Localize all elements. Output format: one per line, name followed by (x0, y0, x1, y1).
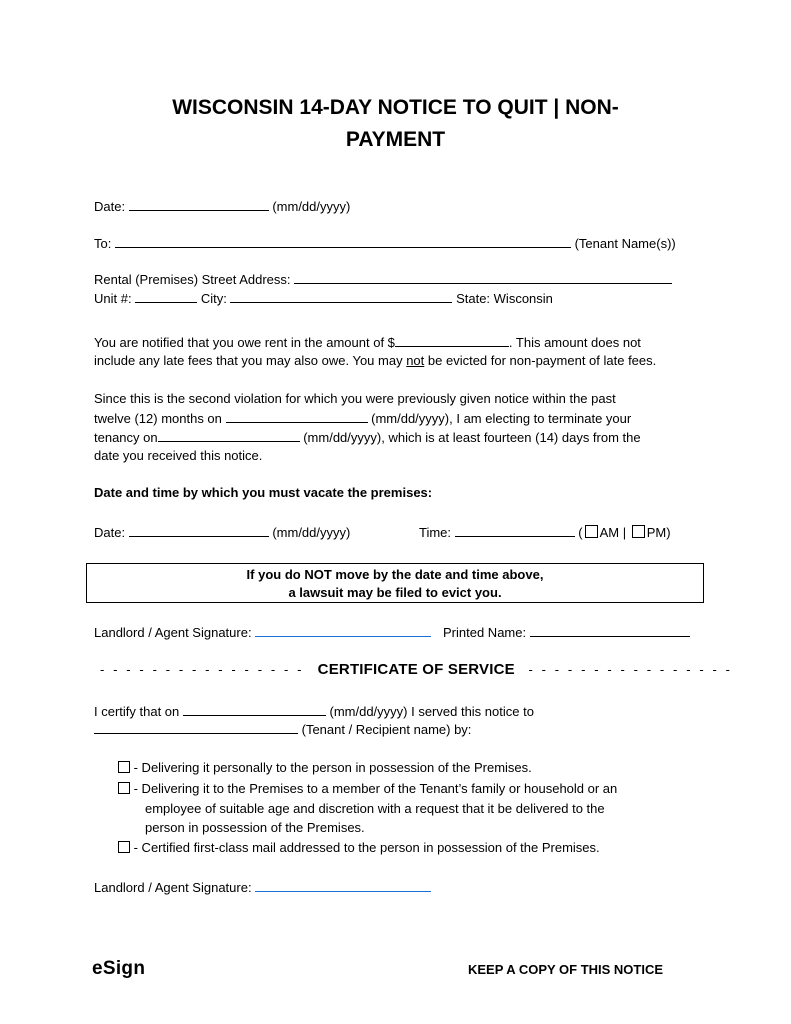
vacate-date-field[interactable] (129, 524, 269, 537)
state-text: State: Wisconsin (456, 291, 553, 306)
tenant-name-suffix: (Tenant Name(s)) (574, 236, 676, 251)
certificate-signature-row (94, 879, 431, 896)
certify-l1-end: (mm/dd/yyyy) I served this notice to (325, 704, 534, 719)
certificate-signature-field[interactable] (255, 879, 431, 892)
option-mail-checkbox[interactable] (118, 841, 130, 853)
violation-l3-start: tenancy on (94, 430, 158, 445)
certify-l1-start: I certify that on (94, 704, 183, 719)
vacate-date-format: (mm/dd/yyyy) (272, 525, 351, 540)
violation-line-1: Since this is the second violation for which you were previously given notice within the past (94, 391, 616, 406)
title-line-2: PAYMENT (345, 128, 446, 151)
option-household-text: - Delivering it to the Premises to a member of the Tenant’s family or household or an (130, 781, 618, 796)
to-row (94, 235, 676, 252)
option-personal-checkbox[interactable] (118, 761, 130, 773)
certificate-title: CERTIFICATE OF SERVICE (317, 661, 515, 678)
printed-name-row (443, 624, 690, 641)
dashes-left: - - - - - - - - - - - - - - - - (100, 662, 305, 677)
street-address-field[interactable] (294, 271, 672, 284)
certificate-heading (100, 662, 733, 678)
rent-text-end: . This amount does not (508, 335, 641, 350)
rent-amount-field[interactable] (395, 334, 509, 347)
unit-city-row (94, 290, 553, 307)
page-title (120, 92, 671, 156)
late-fee-text-end: be evicted for non-payment of late fees. (424, 353, 657, 368)
rent-text-start: You are notified that you owe rent in the amount of $ (94, 335, 395, 350)
violation-l3-end: (mm/dd/yyyy), which is at least fourteen (14) days from the (299, 430, 641, 445)
vacate-date-label: Date: (94, 525, 126, 540)
am-checkbox[interactable] (585, 525, 598, 538)
service-option-mail (118, 840, 600, 856)
address-label: Rental (Premises) Street Address: (94, 272, 291, 287)
option-mail-text: - Certified first-class mail addressed to the person in possession of the Premises. (130, 840, 600, 855)
tenant-name-field[interactable] (115, 235, 571, 248)
option-household-line-3: person in possession of the Premises. (145, 820, 365, 835)
previous-notice-date-field[interactable] (226, 410, 368, 423)
signature-label: Landlord / Agent Signature: (94, 625, 252, 640)
service-date-field[interactable] (183, 703, 326, 716)
keep-copy-notice: KEEP A COPY OF THIS NOTICE (468, 962, 664, 977)
address-row (94, 271, 672, 288)
termination-date-field[interactable] (158, 429, 300, 442)
warning-line-2: a lawsuit may be filed to evict you. (288, 585, 502, 600)
certify-line-1 (94, 703, 534, 720)
date-label: Date: (94, 199, 126, 214)
city-field[interactable] (230, 290, 452, 303)
title-line-1: WISCONSIN 14-DAY NOTICE TO QUIT | NON- (172, 96, 619, 119)
rent-paragraph-line-1 (94, 334, 641, 351)
pm-checkbox[interactable] (632, 525, 645, 538)
warning-line-1: If you do NOT move by the date and time above, (246, 567, 544, 582)
date-row (94, 198, 350, 215)
unit-field[interactable] (135, 290, 197, 303)
service-option-personal (118, 760, 532, 776)
option-household-checkbox[interactable] (118, 782, 130, 794)
violation-line-3 (94, 429, 641, 446)
vacate-time-row (419, 524, 671, 541)
city-label: City: (200, 291, 227, 306)
am-label: AM | (599, 525, 627, 540)
not-emphasis: not (406, 353, 425, 368)
unit-label: Unit #: (94, 291, 132, 306)
violation-line-2 (94, 410, 631, 427)
certificate-signature-label: Landlord / Agent Signature: (94, 880, 252, 895)
vacate-date-row (94, 524, 350, 541)
warning-box (86, 563, 704, 603)
violation-l2-end: (mm/dd/yyyy), I am electing to terminate your (367, 411, 632, 426)
dashes-right: - - - - - - - - - - - - - - - - (528, 662, 733, 677)
option-household-line-2: employee of suitable age and discretion with a request that it be delivered to the (145, 801, 605, 816)
printed-name-field[interactable] (530, 624, 690, 637)
certify-line-2 (94, 721, 471, 738)
vacate-time-label: Time: (419, 525, 452, 540)
esign-logo: eSign (92, 958, 146, 979)
service-option-household (118, 781, 617, 797)
pm-label: PM) (646, 525, 671, 540)
violation-l2-start: twelve (12) months on (94, 411, 226, 426)
late-fee-text-start: include any late fees that you may also owe. You may (94, 353, 407, 368)
date-field[interactable] (129, 198, 269, 211)
option-personal-text: - Delivering it personally to the person in possession of the Premises. (130, 760, 532, 775)
date-format: (mm/dd/yyyy) (272, 199, 351, 214)
certify-l2-end: (Tenant / Recipient name) by: (298, 722, 472, 737)
rent-paragraph-line-2 (94, 353, 656, 369)
vacate-heading: Date and time by which you must vacate the premises: (94, 485, 433, 500)
open-paren: ( (578, 525, 583, 540)
printed-name-label: Printed Name: (443, 625, 527, 640)
violation-line-4: date you received this notice. (94, 448, 263, 463)
recipient-name-field[interactable] (94, 721, 298, 734)
vacate-time-field[interactable] (455, 524, 575, 537)
to-label: To: (94, 236, 112, 251)
landlord-signature-field[interactable] (255, 624, 431, 637)
signature-row (94, 624, 431, 641)
